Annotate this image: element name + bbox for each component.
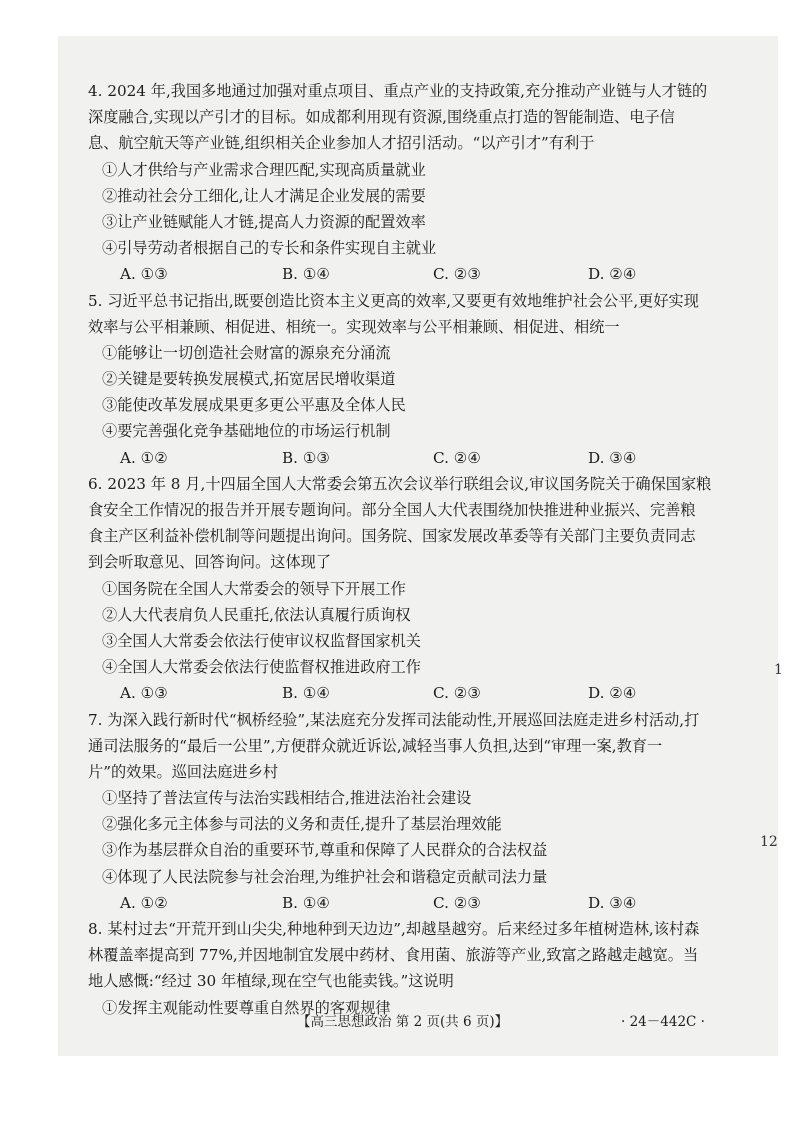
question-stem-line: 息、航空航天等产业链,组织相关企业参加人才招引活动。“以产引才”有利于: [88, 134, 595, 153]
question-5: [88, 288, 738, 471]
answer-choice[interactable]: C. ②③: [433, 265, 481, 284]
question-4: [88, 78, 738, 288]
statement-option: ③让产业链赋能人才链,提高人力资源的配置效率: [102, 212, 426, 231]
question-stem-line: 到会听取意见、回答询问。这体现了: [88, 553, 331, 572]
footer-title: 【高三思想政治 第 2 页(共 6 页)】: [297, 1014, 509, 1030]
answer-choice[interactable]: B. ①④: [282, 265, 331, 284]
margin-mark: 12: [760, 834, 778, 850]
answer-choice[interactable]: A. ①③: [120, 684, 168, 703]
answer-choice[interactable]: D. ③④: [588, 893, 637, 912]
answer-choice[interactable]: C. ②③: [433, 684, 481, 703]
statement-option: ①国务院在全国人大常委会的领导下开展工作: [102, 579, 406, 598]
question-stem-line: 7. 为深入践行新时代“枫桥经验”,某法庭充分发挥司法能动性,开展巡回法庭走进乡村活动,打: [88, 710, 700, 729]
answer-choices: [88, 261, 738, 287]
question-stem-line: 8. 某村过去“开荒开到山尖尖,种地种到天边边”,却越垦越穷。后来经过多年植树造林,该村森: [88, 920, 700, 938]
footer-code: · 24－442C ·: [621, 1014, 705, 1030]
margin-mark: 1: [774, 662, 783, 678]
question-stem-line: 片”的效果。巡回法庭进乡村: [88, 762, 279, 781]
question-stem-line: 通司法服务的“最后一公里”,方便群众就近诉讼,减轻当事人负担,达到“审理一案,教育一: [88, 736, 663, 755]
statement-option: ②人大代表肩负人民重托,依法认真履行质询权: [102, 605, 411, 624]
question-stem-line: 地人感慨:“经过 30 年植绿,现在空气也能卖钱。”这说明: [88, 972, 454, 991]
answer-choice[interactable]: A. ①②: [120, 448, 168, 467]
question-list: [88, 78, 738, 1021]
statement-option: ①人才供给与产业需求合理匹配,实现高质量就业: [102, 160, 426, 179]
statement-option: ①能够让一切创造社会财富的源泉充分涌流: [102, 343, 391, 362]
statement-option: ④引导劳动者根据自己的专长和条件实现自主就业: [102, 239, 437, 258]
statement-option: ③能使改革发展成果更多更公平惠及全体人民: [102, 396, 406, 415]
answer-choice[interactable]: C. ②③: [433, 893, 481, 912]
question-stem-line: 效率与公平相兼顾、相促进、相统一。实现效率与公平相兼顾、相促进、相统一: [88, 317, 620, 336]
statement-option: ④要完善强化竞争基础地位的市场运行机制: [102, 422, 391, 441]
question-stem-line: 林覆盖率提高到 77%,并因地制宜发展中药材、食用菌、旅游等产业,致富之路越走越宽。当: [88, 946, 699, 965]
question-6: [88, 471, 738, 707]
answer-choice[interactable]: A. ①②: [120, 893, 168, 912]
answer-choice[interactable]: D. ②④: [588, 265, 637, 284]
answer-choices: [88, 890, 738, 916]
answer-choices: [88, 680, 738, 706]
statement-option: ①发挥主观能动性要尊重自然界的客观规律: [102, 998, 391, 1017]
answer-choice[interactable]: D. ③④: [588, 448, 637, 467]
statement-option: ①坚持了普法宣传与法治实践相结合,推进法治社会建设: [102, 789, 472, 808]
question-stem-line: 5. 习近平总书记指出,既要创造比资本主义更高的效率,又要更有效地维护社会公平,更好实现: [88, 291, 699, 310]
answer-choice[interactable]: C. ②④: [433, 448, 481, 467]
answer-choice[interactable]: B. ①④: [282, 684, 331, 703]
question-stem-line: 食主产区利益补偿机制等问题提出询问。国务院、国家发展改革委等有关部门主要负责同志: [88, 527, 696, 546]
statement-option: ④全国人大常委会依法行使监督权推进政府工作: [102, 658, 421, 677]
question-7: [88, 707, 738, 917]
statement-option: ②关键是要转换发展模式,拓宽居民增收渠道: [102, 370, 396, 389]
statement-option: ②推动社会分工细化,让人才满足企业发展的需要: [102, 186, 426, 205]
answer-choice[interactable]: D. ②④: [588, 684, 637, 703]
statement-option: ③作为基层群众自治的重要环节,尊重和保障了人民群众的合法权益: [102, 841, 548, 860]
question-stem-line: 6. 2023 年 8 月,十四届全国人大常委会第五次会议举行联组会议,审议国务院关于确保国家粮: [88, 474, 712, 493]
answer-choice[interactable]: B. ①③: [282, 448, 331, 467]
answer-choice[interactable]: A. ①③: [120, 265, 168, 284]
statement-option: ②强化多元主体参与司法的义务和责任,提升了基层治理效能: [102, 815, 502, 834]
question-8: [88, 916, 738, 1021]
answer-choice[interactable]: B. ①④: [282, 893, 331, 912]
answer-choices: [88, 445, 738, 471]
question-stem-line: 深度融合,实现以产引才的目标。如成都利用现有资源,围绕重点打造的智能制造、电子信: [88, 108, 675, 127]
statement-option: ④体现了人民法院参与社会治理,为维护社会和谐稳定贡献司法力量: [102, 867, 548, 886]
question-stem-line: 4. 2024 年,我国多地通过加强对重点项目、重点产业的支持政策,充分推动产业链与人才链的: [88, 82, 708, 100]
statement-option: ③全国人大常委会依法行使审议权监督国家机关: [102, 631, 421, 650]
question-stem-line: 食安全工作情况的报告并开展专题询问。部分全国人大代表围绕加快推进种业振兴、完善粮: [88, 501, 696, 519]
